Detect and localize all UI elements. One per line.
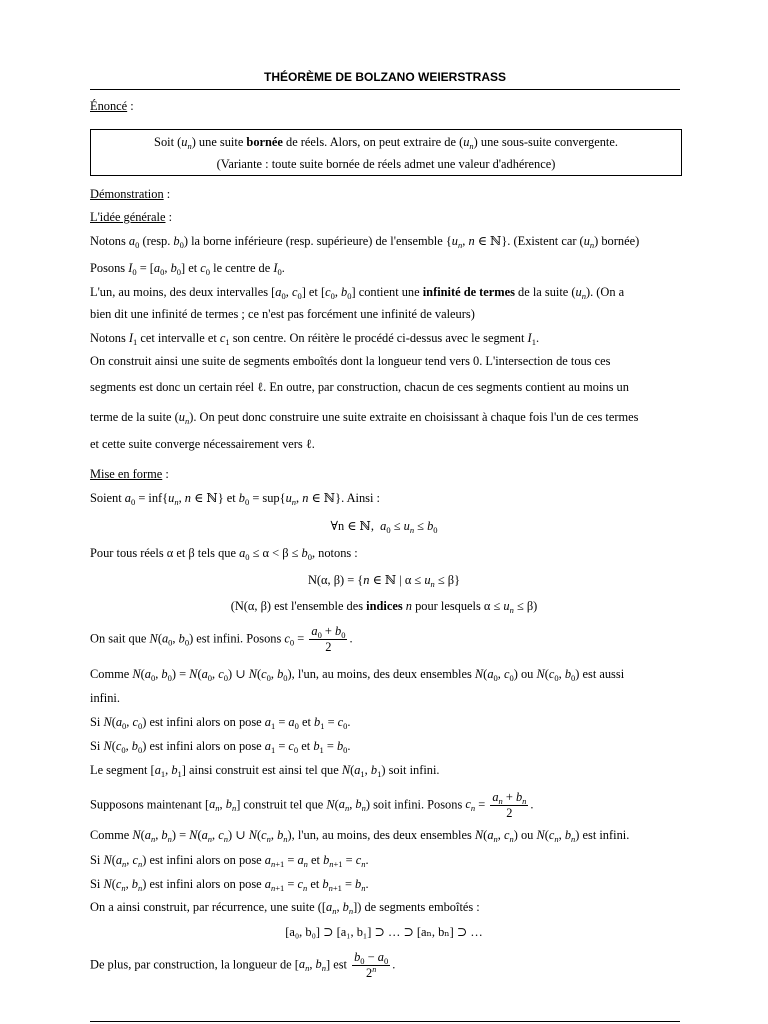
mise-line-10: Si $N(c_0$, $b_0$) est infini alors on pose $a_1 = c_0$ et $b_1 = b_0$. [90, 739, 351, 755]
idee-paragraph-4: bien dit une infinité de termes ; ce n'est pas forcément une infinité de valeurs) [90, 307, 475, 321]
c0-fraction: $\frac{a_0 + b_0}{2}$ [311, 624, 346, 654]
idee-paragraph-2: Posons $I_0 = [a_0$, $b_0$] et $c_0$ le centre de $I_0$. [90, 261, 285, 277]
idee-paragraph-5: Notons $I_1$ cet intervalle et $c_1$ son centre. On réitère le procédé ci-dessus avec le segment $I_1$. [90, 331, 540, 347]
idee-paragraph-8: terme de la suite $(u_n)$. On peut donc construire une suite extraite en choisissant à chaque fois l'un de ces termes [90, 410, 639, 426]
statement-line-1: Soit $(u_n)$ une suite bornée de réels. Alors, on peut extraire de $(u_n)$ une sous-suite convergente. [154, 135, 618, 151]
mise-line-14: Si $N(a_n$, $c_n$) est infini alors on pose $a_{n+1} = a_n$ et $b_{n+1} = c_n$. [90, 853, 369, 869]
length-fraction: $\frac{b_0 - a_0}{2^n}$ [354, 950, 389, 980]
mise-line-1: Soient $a_0 = inf\{u_n$, n ∈ ℕ} et $b_0 = sup\{u_n$, n ∈ ℕ}. Ainsi : [90, 491, 380, 507]
mise-line-6: On sait que $N(a_0$, $b_0$) est infini. Posons $c_0$ = $\frac{a_0 + b_0}{2}$ . [90, 624, 353, 654]
mise-line-15: Si $N(c_n$, $b_n$) est infini alors on pose $a_{n+1} = c_n$ et $b_{n+1} = b_n$. [90, 877, 369, 893]
document-title: THÉORÈME DE BOLZANO WEIERSTRASS [263, 70, 506, 84]
mise-line-13: Comme $N(a_n$, $b_n) = N(a_n$, $c_n$) ∪ $N(c_n$, $b_n$), l'un, au moins, des deux ensembles $N(a_n$, $c_n$) ou $N(c_n$, $b_n$) est infini. [90, 828, 630, 844]
mise-line-18: De plus, par construction, la longueur de [$a_n$, $b_n$] est $\frac{b_0 - a_0}{2^n}$ . [90, 950, 396, 980]
mise-line-8: infini. [90, 691, 120, 705]
nested-segments: [a₀, b₀] ⊃ [a₁, b₁] ⊃ … ⊃ [aₙ, bₙ] ⊃ … [285, 925, 483, 939]
mise-line-12: Supposons maintenant [$a_n$, $b_n$] construit tel que $N(a_n$, $b_n$) soit infini. Posons $c_n$ = $\frac{a_n + b_n}{2}$ . [90, 790, 534, 820]
statement-line-2: (Variante : toute suite bornée de réels admet une valeur d'adhérence) [216, 157, 556, 171]
set-explanation: (N(α, β) est l'ensemble des indices n pour lesquels $\alpha \le u_n \le \beta$) [230, 599, 538, 615]
bound-inequality: ∀n ∈ ℕ, $a_0 \le u_n \le b_0$ [330, 519, 438, 535]
mise-line-3: Pour tous réels α et β tels que $a_0 \le \alpha < \beta \le b_0$, notons : [90, 546, 358, 562]
idee-paragraph-3: L'un, au moins, des deux intervalles [$a_0$, $c_0$] et [$c_0$, $b_0$] contient une infinité de termes de la suite $(u_n)$. (On a [90, 285, 625, 301]
demonstration-heading: Démonstration : [90, 187, 171, 201]
idee-paragraph-6: On construit ainsi une suite de segments emboîtés dont la longueur tend vers 0. L'intersection de tous ces [90, 354, 611, 368]
enonce-heading: Énoncé : [90, 99, 134, 113]
idee-paragraph-1: Notons $a_0$ (resp. $b_0$) la borne inférieure (resp. supérieure) de l'ensemble {$u_n$, n ∈ ℕ}. (Existent car $(u_n)$ bornée) [90, 234, 640, 250]
idee-heading: L'idée générale : [90, 210, 173, 224]
idee-paragraph-7: segments est donc un certain réel ℓ. En outre, par construction, chacun de ces segments contient au moins un [90, 380, 629, 394]
set-definition: N(α, β) = {n ∈ ℕ | $\alpha \le u_n \le \beta$} [307, 573, 461, 589]
mise-line-9: Si $N(a_0$, $c_0$) est infini alors on pose $a_1 = a_0$ et $b_1 = c_0$. [90, 715, 351, 731]
title-rule [90, 89, 680, 90]
mise-line-7: Comme $N(a_0$, $b_0) = N(a_0$, $c_0$) ∪ $N(c_0$, $b_0$), l'un, au moins, des deux ensembles $N(a_0$, $c_0$) ou $N(c_0$, $b_0$) est aussi [90, 667, 625, 683]
mise-line-11: Le segment [$a_1$, $b_1$] ainsi construit est ainsi tel que $N(a_1$, $b_1$) soit infini. [90, 763, 440, 779]
mise-line-16: On a ainsi construit, par récurrence, une suite ([$a_n$, $b_n$]) de segments emboîtés : [90, 900, 480, 916]
footer-rule [90, 1021, 680, 1022]
mise-en-forme-heading: Mise en forme : [90, 467, 169, 481]
statement-box [90, 129, 682, 176]
cn-fraction: $\frac{a_n + b_n}{2}$ [492, 790, 527, 820]
idee-paragraph-9: et cette suite converge nécessairement vers ℓ. [90, 437, 315, 451]
